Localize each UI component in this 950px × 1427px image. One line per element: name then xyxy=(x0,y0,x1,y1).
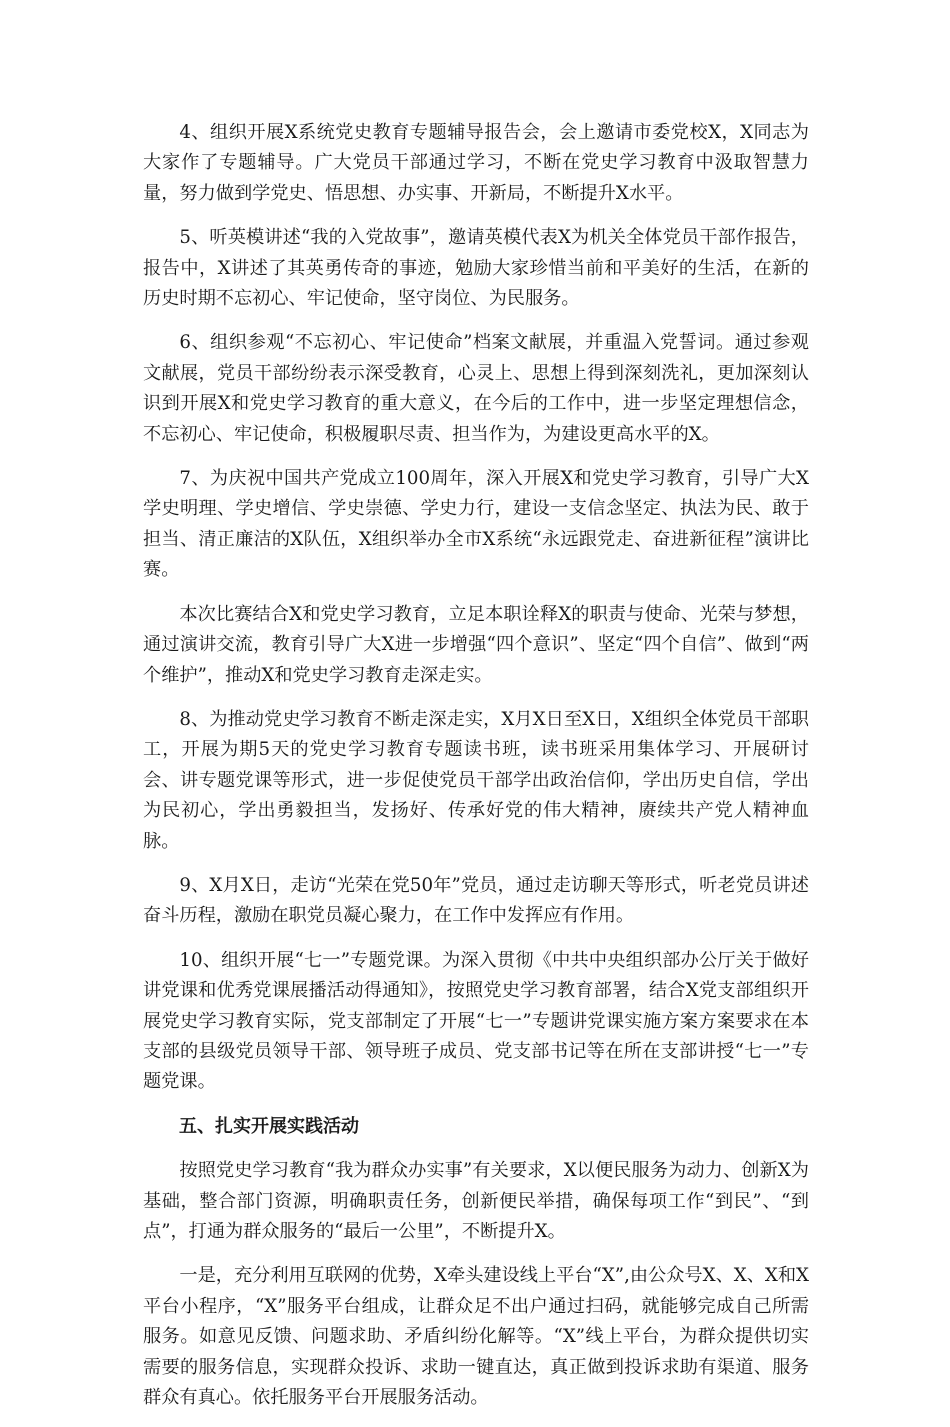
document-body xyxy=(143,118,809,1427)
paragraph-practice-intro: 按照党史学习教育“我为群众办实事”有关要求，X以便民服务为动力、创新X为基础，整合部门资源，明确职责任务，创新便民举措，确保每项工作“到民”、“到点”，打通为群众服务的“最后一公里”，不断提升X。 xyxy=(143,1160,809,1242)
paragraph-item-5: 5、听英模讲述“我的入党故事”，邀请英模代表X为机关全体党员干部作报告，报告中，X讲述了其英勇传奇的事迹，勉励大家珍惜当前和平美好的生活，在新的历史时期不忘初心、牢记使命，坚守岗位、为民服务。 xyxy=(143,227,809,310)
paragraph-item-9: 9、X月X日，走访“光荣在党50年”党员，通过走访聊天等形式，听老党员讲述奋斗历程，激励在职党员凝心聚力，在工作中发挥应有作用。 xyxy=(143,874,809,927)
paragraph-competition: 本次比赛结合X和党史学习教育，立足本职诠释X的职责与使命、光荣与梦想，通过演讲交流，教育引导广大X进一步增强“四个意识”、坚定“四个自信”、做到“两个维护”，推动X和党史学习教育走深走实。 xyxy=(143,603,809,686)
paragraph-item-10: 10、组织开展“七一”专题党课。为深入贯彻《中共中央组织部办公厅关于做好讲党课和优秀党课展播活动得通知》，按照党史学习教育部署，结合X党支部组织开展党史学习教育实际，党支部制定了开展“七一”专题讲党课实施方案方案要求在本支部的县级党员领导干部、领导班子成员、党支部书记等在所在支部讲授“七一”专题党课。 xyxy=(143,949,809,1093)
section-heading: 五、扎实开展实践活动 xyxy=(179,1115,359,1137)
paragraph-item-4: 4、组织开展X系统党史教育专题辅导报告会，会上邀请市委党校X，X同志为大家作了专题辅导。广大党员干部通过学习，不断在党史学习教育中汲取智慧力量，努力做到学党史、悟思想、办实事、开新局，不断提升X水平。 xyxy=(143,122,809,204)
paragraph-item-7: 7、为庆祝中国共产党成立100周年，深入开展X和党史学习教育，引导广大X学史明理、学史增信、学史崇德、学史力行，建设一支信念坚定、执法为民、敢于担当、清正廉洁的X队伍，X组织举办全市X系统“永远跟党走、奋进新征程”演讲比赛。 xyxy=(143,468,809,581)
paragraph-item-8: 8、为推动党史学习教育不断走深走实，X月X日至X日，X组织全体党员干部职工，开展为期5天的党史学习教育专题读书班，读书班采用集体学习、开展研讨会、讲专题党课等形式，进一步促使党员干部学出政治信仰，学出历史自信，学出为民初心，学出勇毅担当，发扬好、传承好党的伟大精神，赓续共产党人精神血脉。 xyxy=(143,708,809,852)
paragraph-practice-first: 一是，充分利用互联网的优势，X牵头建设线上平台“X”,由公众号X、X、X和X平台小程序，“X”服务平台组成，让群众足不出户通过扫码，就能够完成自己所需服务。如意见反馈、问题求助、矛盾纠纷化解等。“X”线上平台，为群众提供切实需要的服务信息，实现群众投诉、求助一键直达，真正做到投诉求助有渠道、服务群众有真心。依托服务平台开展服务活动。 xyxy=(143,1265,809,1409)
paragraph-item-6: 6、组织参观“不忘初心、牢记使命”档案文献展，并重温入党誓词。通过参观文献展，党员干部纷纷表示深受教育，心灵上、思想上得到深刻洗礼，更加深刻认识到开展X和党史学习教育的重大意义，在今后的工作中，进一步坚定理想信念，不忘初心、牢记使命，积极履职尽责、担当作为，为建设更高水平的X。 xyxy=(143,332,809,445)
